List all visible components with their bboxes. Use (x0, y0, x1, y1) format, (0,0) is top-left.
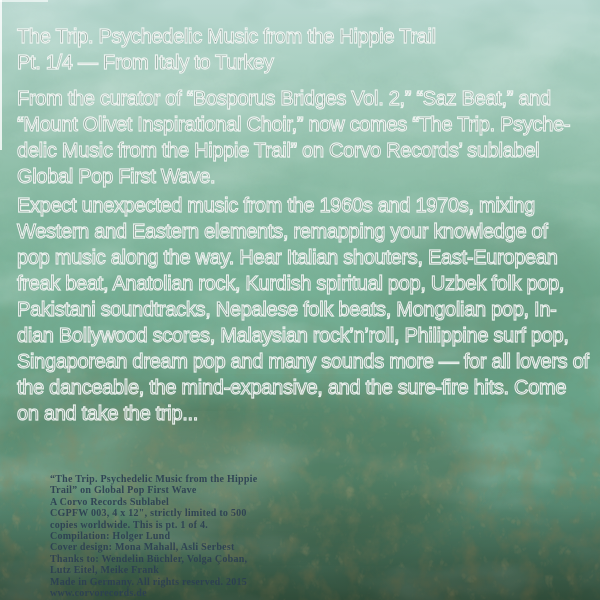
text-line: delic Music from the Hippie Trail” on Corvo Records’ sublabel (17, 140, 540, 162)
text-line: pop music along the way. Hear Italian shouters, East-European (17, 247, 558, 269)
credits-block (50, 474, 257, 599)
text-line: Global Pop First Wave. (17, 166, 216, 188)
credits-cover-design: Cover design: Mona Mahall, Asli Serbest (50, 542, 235, 554)
text-line: Expect unexpected music from the 1960s and 1970s, mixing (17, 195, 535, 217)
credits-edition-info: copies worldwide. This is pt. 1 of 4. (50, 519, 208, 531)
credits-thanks: Thanks to: Wendelin Büchler, Volga Çoban, (50, 553, 248, 565)
text-line: Western and Eastern elements, remapping your knowledge of (17, 221, 548, 243)
text-line: freak beat, Anatolian rock, Kurdish spiritual pop, Uzbek folk pop, (17, 273, 565, 295)
credits-catalog-number: CGPFW 003, 4 x 12", strictly limited to 500 (50, 508, 247, 520)
text-line: on and take the trip... (17, 403, 199, 425)
description-paragraph (17, 193, 589, 427)
text-line: From the curator of “Bosporus Bridges Vol. 2,” “Saz Beat,” and (17, 88, 551, 110)
credits-rights: Made in Germany. All rights reserved. 2015 (50, 576, 247, 588)
scan-edge-artifact (0, 0, 2, 150)
credits-compilation: Compilation: Holger Lund (50, 531, 171, 543)
text-line: “Mount Olivet Inspirational Choir,” now comes “The Trip. Psyche- (17, 114, 571, 136)
website-url: www.corvorecords.de (50, 588, 147, 600)
credits-release-title-line: Trail” on Global Pop First Wave (50, 485, 197, 497)
text-line: Singaporean dream pop and many sounds more — for all lovers of (17, 351, 589, 373)
title-line: The Trip. Psychedelic Music from the Hippie Trail (17, 26, 436, 48)
text-line: the danceable, the mind-expansive, and the sure-fire hits. Come (17, 377, 567, 399)
credits-thanks: Lutz Eitel, Meike Frank (50, 565, 160, 577)
album-title (17, 24, 436, 76)
credits-release-title-line: “The Trip. Psychedelic Music from the Hippie (50, 474, 258, 485)
intro-paragraph (17, 86, 570, 190)
text-line: Pakistani soundtracks, Nepalese folk beats, Mongolian pop, In- (17, 299, 557, 321)
text-line: dian Bollywood scores, Malaysian rock’n’roll, Philippine surf pop, (17, 325, 569, 347)
title-subtitle-line: Pt. 1/4 — From Italy to Turkey (17, 52, 274, 74)
scan-edge-artifact (0, 0, 48, 2)
credits-sublabel: A Corvo Records Sublabel (50, 496, 170, 508)
